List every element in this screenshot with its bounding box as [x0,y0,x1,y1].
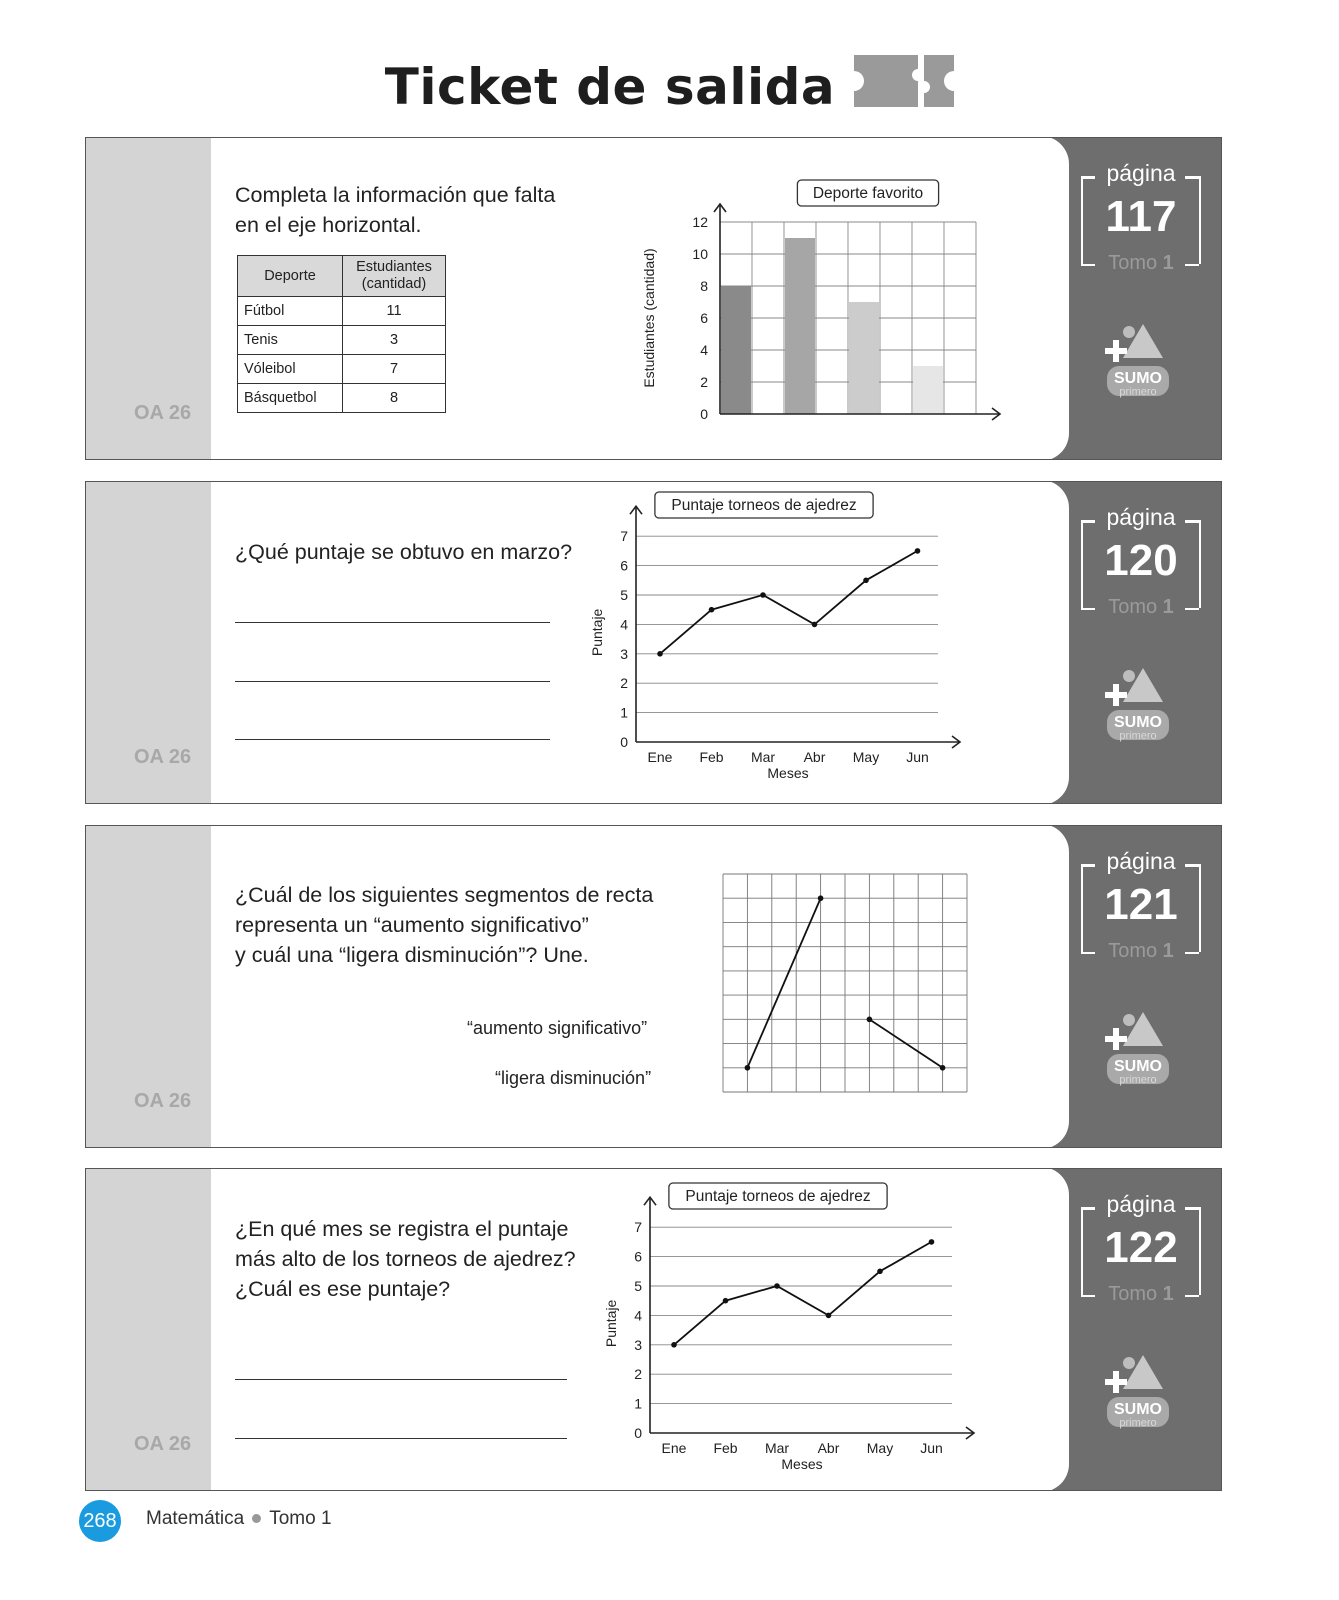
page-number-badge: 268 [79,1500,121,1542]
x-tick-label: Ene [661,1440,687,1456]
segment-endpoint [867,1017,873,1023]
y-tick-label: 2 [620,675,628,692]
y-tick-label: 6 [620,557,628,574]
data-point [812,622,818,628]
bar [913,366,943,414]
segment-endpoint [818,895,824,901]
answer-line[interactable] [235,1438,567,1439]
y-tick-label: 8 [700,278,708,294]
x-tick-label: Jun [920,1440,943,1456]
bullet-icon [252,1514,261,1523]
table-row: Fútbol 11 [238,297,446,326]
line-chart [586,488,986,788]
page-label: página [1106,504,1176,530]
question-text: ¿En qué mes se registra el puntaje más alto de los torneos de ajedrez? ¿Cuál es ese puntaje? [235,1217,576,1301]
chart-title: Puntaje torneos de ajedrez [685,1188,871,1205]
x-axis-label: Meses [767,765,809,781]
y-tick-label: 1 [634,1395,642,1412]
data-point [671,1342,677,1348]
oa-label: OA 26 [134,402,192,424]
y-tick-label: 0 [620,734,628,750]
series-line [674,1242,932,1345]
x-tick-label: Abr [803,749,826,765]
page-reference [1081,504,1199,618]
x-tick-label: Jun [906,749,929,765]
question-text: ¿Cuál de los siguientes segmentos de recta representa un “aumento significativo” y cuál una “ligera disminución”? Une. [235,883,654,967]
page-title: Ticket de salida [384,58,836,116]
label-slight-decrease[interactable]: “ligera disminución” [495,1068,652,1088]
y-axis-label: Estudiantes (cantidad) [641,248,657,388]
y-tick-label: 7 [634,1219,642,1236]
tomo-label: Tomo 1 [1108,596,1174,618]
table-row: Vóleibol 7 [238,355,446,384]
ticket-card-2 [85,481,1222,804]
answer-line[interactable] [235,681,550,682]
curved-edge [1029,825,1069,1148]
x-tick-label: Abr [817,1440,840,1456]
y-tick-label: 3 [634,1336,642,1353]
curved-edge [1029,481,1069,804]
answer-line[interactable] [235,739,550,740]
y-tick-label: 12 [692,214,708,230]
x-tick-label: May [866,1440,894,1456]
sumo-logo-icon [1099,318,1179,408]
ticket-card-4 [85,1168,1222,1491]
page-label: página [1106,160,1176,186]
data-point [709,607,715,613]
segment-endpoint [745,1065,751,1071]
svg-text:SUMO: SUMO [1114,1058,1162,1075]
y-tick-label: 5 [620,587,628,603]
x-tick-label: Feb [699,749,724,765]
table-row: Básquetbol 8 [238,384,446,413]
x-tick-label: Mar [764,1440,790,1456]
sumo-primero-logo [1099,1349,1179,1439]
oa-label: OA 26 [134,746,192,768]
line-chart [600,1179,1000,1479]
sumo-primero-logo [1099,318,1179,408]
page-number: 122 [1104,1223,1178,1272]
page-label: página [1106,1191,1176,1217]
page-label: página [1106,848,1176,874]
curved-edge [1029,137,1069,460]
x-tick-label: Ene [647,749,673,765]
svg-text:SUMO: SUMO [1114,1401,1162,1418]
segment-grid [722,873,968,1095]
data-point [774,1283,780,1289]
y-tick-label: 6 [634,1248,642,1265]
answer-line[interactable] [235,1379,567,1380]
table-header-row [238,256,446,297]
data-table [237,255,446,413]
sumo-primero-logo [1099,662,1179,752]
sumo-logo-icon [1099,662,1179,752]
y-tick-label: 4 [700,342,708,358]
data-point [760,592,766,598]
y-tick-label: 7 [620,528,628,545]
tomo-label: Tomo 1 [1108,1283,1174,1305]
tomo-label: Tomo 1 [1108,940,1174,962]
y-tick-label: 6 [700,310,708,326]
y-tick-label: 4 [634,1307,642,1324]
svg-text:primero: primero [1119,730,1157,742]
page-reference [1081,160,1199,274]
label-significant-increase[interactable]: “aumento significativo” [467,1018,648,1038]
page-number: 120 [1104,536,1178,585]
data-point [723,1298,729,1304]
page-number: 121 [1104,880,1178,929]
x-tick-label: Feb [713,1440,738,1456]
ticket-icon [854,55,954,107]
data-point [915,548,921,554]
y-tick-label: 10 [692,246,708,262]
y-tick-label: 3 [620,645,628,662]
y-tick-label: 2 [634,1366,642,1383]
y-tick-label: 4 [620,616,628,633]
ticket-card-1 [85,137,1222,460]
question-text: ¿Qué puntaje se obtuvo en marzo? [235,540,573,564]
svg-text:SUMO: SUMO [1114,714,1162,731]
bar [849,302,879,414]
sumo-primero-logo [1099,1006,1179,1096]
bar [721,286,751,414]
x-tick-label: Mar [750,749,776,765]
footer-text: Matemática Tomo 1 [146,1508,332,1529]
data-point [863,578,869,584]
table-row: Tenis 3 [238,326,446,355]
data-point [877,1269,883,1275]
oa-label: OA 26 [134,1433,192,1455]
question-text: Completa la información que falta en el eje horizontal. [235,183,556,237]
answer-line[interactable] [235,622,550,623]
y-axis-label: Puntaje [603,1299,619,1348]
y-tick-label: 0 [634,1425,642,1441]
header-sport: Deporte [238,256,343,297]
svg-text:primero: primero [1119,386,1157,398]
chart-title: Puntaje torneos de ajedrez [671,497,857,514]
curved-edge [1029,1168,1069,1491]
page-reference [1081,848,1199,962]
line-segment [747,898,820,1068]
y-tick-label: 2 [700,374,708,390]
y-axis-label: Puntaje [589,608,605,657]
bar [785,238,815,414]
page-number: 117 [1105,192,1177,241]
x-tick-label: May [852,749,880,765]
svg-text:primero: primero [1119,1074,1157,1086]
svg-text:primero: primero [1119,1417,1157,1429]
y-tick-label: 0 [700,406,708,422]
chart-title: Deporte favorito [812,185,924,202]
segment-endpoint [940,1065,946,1071]
data-point [929,1239,935,1245]
data-point [657,651,663,657]
page-header [0,58,1339,116]
tomo-label: Tomo 1 [1108,252,1174,274]
sumo-logo-icon [1099,1006,1179,1096]
svg-text:SUMO: SUMO [1114,370,1162,387]
header-count: Estudiantes (cantidad) [343,256,446,297]
y-tick-label: 1 [620,704,628,721]
y-tick-label: 5 [634,1278,642,1294]
data-point [826,1313,832,1319]
x-axis-label: Meses [781,1456,823,1472]
sumo-logo-icon [1099,1349,1179,1439]
ticket-card-3 [85,825,1222,1148]
page-reference [1081,1191,1199,1305]
bar-chart [634,174,1014,434]
series-line [660,551,918,654]
oa-label: OA 26 [134,1090,192,1112]
